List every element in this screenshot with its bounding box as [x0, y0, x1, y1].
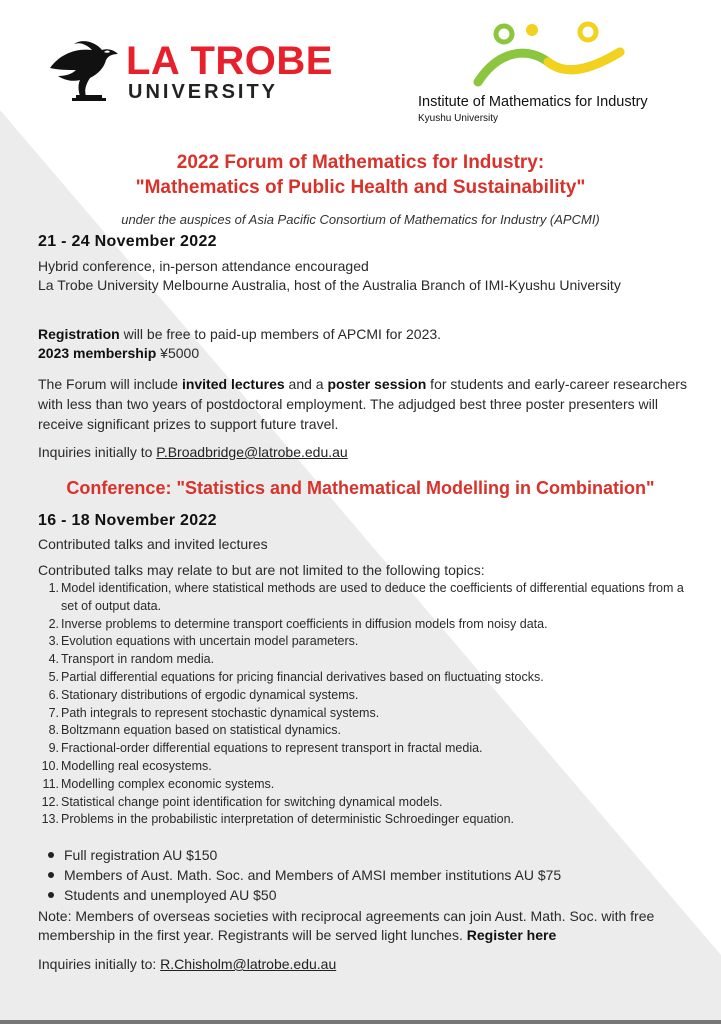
fee-text: Students and unemployed AU $50	[64, 887, 277, 903]
topic-text: Stationary distributions of ergodic dynamical systems.	[61, 687, 359, 702]
topic-text: Problems in the probabilistic interpretation of deterministic Schroedinger equation.	[61, 812, 515, 827]
topic-number: 11.	[42, 776, 59, 791]
bullet-icon	[48, 872, 54, 878]
forum-dates: 21 - 24 November 2022	[38, 233, 217, 250]
topic-number: 3.	[48, 634, 59, 649]
topic-text: Evolution equations with uncertain model parameters.	[61, 634, 359, 649]
topic-number: 7.	[48, 705, 59, 720]
topic-text: Modelling real ecosystems.	[61, 758, 212, 773]
forum-title-line1: 2022 Forum of Mathematics for Industry:	[176, 152, 545, 173]
bullet-icon	[48, 892, 54, 898]
topic-number: 13.	[41, 812, 59, 827]
topic-number: 6.	[48, 687, 59, 702]
chisholm-email-link[interactable]: R.Chisholm@latrobe.edu.au	[160, 956, 337, 972]
register-here-link[interactable]: Register here	[466, 927, 557, 943]
conference-inquiries	[38, 955, 688, 974]
topic-item	[38, 740, 688, 758]
membership-line	[38, 344, 688, 363]
topic-text: Path integrals to represent stochastic dynamical systems.	[61, 705, 380, 720]
topic-number: 9.	[48, 741, 59, 756]
topics-intro: Contributed talks may relate to but are not limited to the following topics:	[38, 562, 485, 578]
topic-item	[38, 811, 688, 829]
topics-list	[38, 580, 688, 829]
topic-text: Partial differential equations for pricing financial derivatives based on fluctuating stocks.	[61, 669, 544, 684]
topic-text: Fractional-order differential equations to represent transport in fractal media.	[61, 741, 483, 756]
membership-note	[38, 907, 688, 945]
conference-dates: 16 - 18 November 2022	[38, 512, 217, 529]
bullet-icon	[48, 852, 54, 858]
topic-item	[38, 794, 688, 812]
la-trobe-logo	[46, 38, 356, 108]
forum-title-line2: "Mathematics of Public Health and Sustainability"	[135, 177, 586, 198]
auspices-line: under the auspices of Asia Pacific Consortium of Mathematics for Industry (APCMI)	[121, 212, 600, 227]
conference-subtitle: Contributed talks and invited lectures	[38, 536, 268, 552]
la-trobe-wordmark: LA TROBE	[126, 39, 333, 83]
eagle-icon	[46, 40, 122, 102]
topic-item	[38, 633, 688, 651]
imi-emblem-icon	[470, 18, 630, 96]
fee-item	[46, 885, 686, 905]
topic-item	[38, 722, 688, 740]
topic-item	[38, 580, 688, 616]
topic-number: 10.	[41, 758, 59, 773]
note-text: Note: Members of overseas societies with reciprocal agreements can join Aust. Math. Soc. with free membership in the first year. Registrants will be served light lunches.	[38, 908, 655, 943]
forum-description	[38, 374, 688, 434]
invited-lectures-text: invited lectures	[181, 376, 285, 392]
topic-item	[38, 776, 688, 794]
imi-logo	[410, 18, 690, 130]
fee-text: Full registration AU $150	[64, 847, 218, 863]
broadbridge-email-link[interactable]: P.Broadbridge@latrobe.edu.au	[156, 444, 348, 460]
topic-number: 12.	[41, 794, 59, 809]
registration-line	[38, 325, 688, 344]
fee-text: Members of Aust. Math. Soc. and Members of AMSI member institutions AU $75	[64, 867, 562, 883]
registration-text: will be free to paid-up members of APCMI for 2023.	[119, 326, 442, 342]
topic-text: Modelling complex economic systems.	[61, 776, 275, 791]
topic-item	[38, 758, 688, 776]
topic-number: 2.	[48, 616, 59, 631]
fee-item	[46, 865, 686, 885]
topic-text: Statistical change point identification for switching dynamical models.	[61, 794, 443, 809]
topic-item	[38, 616, 688, 634]
forum-host: La Trobe University Melbourne Australia, host of the Australia Branch of IMI-Kyushu University	[38, 277, 621, 293]
fee-item	[46, 845, 686, 865]
imi-sub: Kyushu University	[418, 113, 499, 124]
topic-item	[38, 651, 688, 669]
forum-inquiries	[38, 443, 688, 462]
topic-number: 5.	[48, 669, 59, 684]
topic-item	[38, 669, 688, 687]
topic-number: 8.	[48, 723, 59, 738]
desc-part: The Forum will include	[38, 376, 182, 392]
conference-title: Conference: "Statistics and Mathematical Modelling in Combination"	[66, 478, 655, 498]
university-wordmark: UNIVERSITY	[128, 81, 279, 103]
desc-part: for students and early-career researchers with less than two years of postdoctoral employment. The adjudged best three poster presenters will receive significant prizes to support future travel.	[38, 376, 687, 432]
topic-number: 4.	[48, 652, 59, 667]
desc-part: and a	[284, 376, 328, 392]
poster-session-text: poster session	[327, 376, 427, 392]
topic-text: Boltzmann equation based on statistical dynamics.	[61, 723, 342, 738]
registration-label: Registration	[38, 326, 120, 342]
membership-fee: ¥5000	[156, 345, 200, 361]
topic-item	[38, 687, 688, 705]
imi-name: Institute of Mathematics for Industry	[418, 94, 648, 110]
membership-label: 2023 membership	[38, 345, 157, 361]
fees-list	[46, 845, 686, 905]
topic-text: Model identification, where statistical methods are used to deduce the coefficients of differential equations from a set of output data.	[61, 581, 684, 613]
bottom-divider	[0, 1020, 721, 1024]
inquiries-label: Inquiries initially to	[38, 444, 157, 460]
forum-format: Hybrid conference, in-person attendance encouraged	[38, 258, 369, 274]
topic-text: Inverse problems to determine transport coefficients in diffusion models from noisy data.	[61, 616, 548, 631]
topic-item	[38, 705, 688, 723]
topic-text: Transport in random media.	[61, 652, 215, 667]
inquiries-label: Inquiries initially to:	[38, 956, 161, 972]
topic-number: 1.	[48, 581, 59, 595]
